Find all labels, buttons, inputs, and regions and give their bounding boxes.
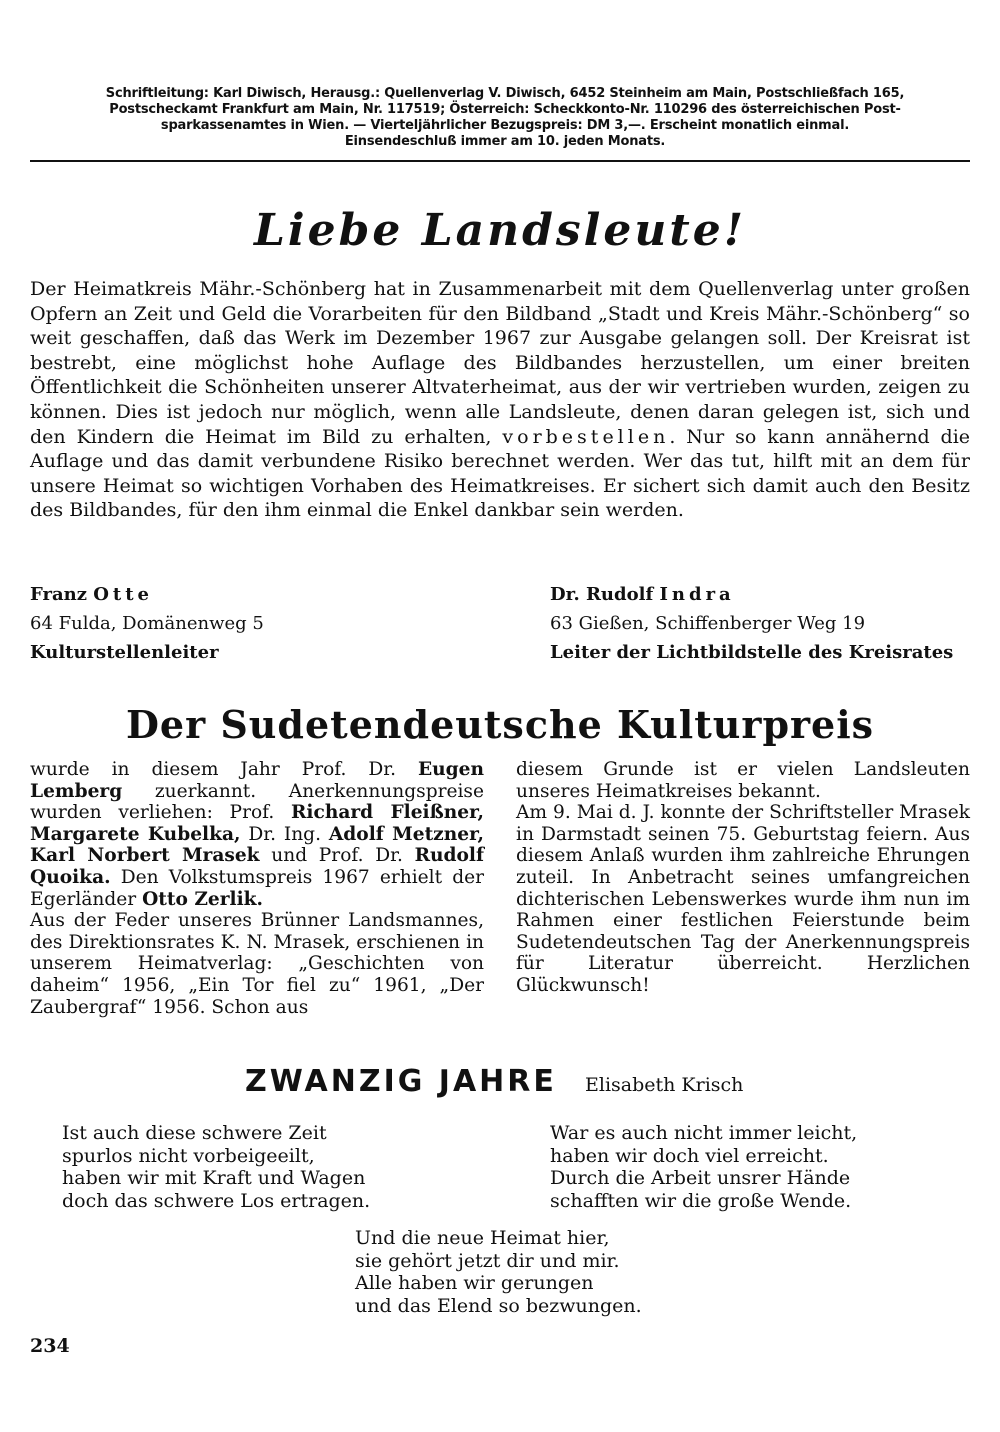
signer-role: Kulturstellenleiter: [30, 642, 219, 663]
signer-last-name: Otte: [93, 584, 153, 605]
signer-name: [550, 580, 953, 609]
masthead-imprint: [40, 86, 970, 150]
poem-title: ZWANZIG JAHRE: [245, 1064, 557, 1099]
poem-line: schafften wir die große Wende.: [550, 1189, 852, 1212]
poem-line: Ist auch diese schwere Zeit: [62, 1122, 327, 1144]
poem-line: spurlos nicht vorbeigeeilt,: [62, 1144, 315, 1167]
header-divider: [30, 160, 970, 162]
letter-text: . Nur so kann annähernd die Auflage und das damit verbundene Risiko berechnet werden. Wer das tut, hilft mit an dem für unsere Heimat so wichtigen Vorhaben des Heimatkreises. Er sichert sich damit auch den Besitz des Bildbandes, für den ihm einmal die Enkel dankbar sein werden.: [30, 425, 971, 522]
poem-stanza-1: [62, 1122, 370, 1212]
text-run: Dr. Ing.: [248, 823, 322, 845]
article-column-left: [30, 759, 484, 1018]
laureate-name: Eugen Lemberg: [30, 759, 484, 802]
article-column-right: [516, 759, 970, 997]
greeting-heading: Liebe Landsleute!: [253, 205, 747, 256]
text-run: Den Volkstumspreis 1967 erhielt der Egerländer: [30, 866, 484, 910]
poem-line: War es auch nicht immer leicht,: [550, 1122, 858, 1144]
signer-first-name: Franz: [30, 584, 87, 605]
poem-line: Alle haben wir gerungen: [355, 1272, 594, 1294]
signer-address: 64 Fulda, Domänenweg 5: [30, 613, 264, 634]
poem-line: doch das schwere Los ertragen.: [62, 1189, 371, 1212]
signer-role: Leiter der Lichtbildstelle des Kreisrates: [550, 642, 954, 663]
poem-stanza-2: [550, 1122, 857, 1212]
article-paragraph: [30, 759, 484, 910]
letter-emphasis: vorbestellen: [502, 425, 670, 448]
signer-name: [30, 580, 264, 609]
poem-line: sie gehört jetzt dir und mir.: [355, 1249, 620, 1272]
signature-right: [550, 580, 953, 667]
letter-text: Der Heimatkreis Mähr.-Schönberg hat in Zusammenarbeit mit dem Quellenverlag unter großen Opfern an Zeit und Geld die Vorarbeiten für den Bildband „Stadt und Kreis Mähr.-Schönberg“ so weit geschaffen, daß das Werk im Dezember 1967 zur Ausgabe gelangen soll. Der Kreisrat ist bestrebt, eine möglichst hohe Auflage des Bildbandes herzustellen, um einer breiten Öffentlichkeit die Schönheiten unserer Altvaterheimat, aus der wir vertrieben wurden, zeigen zu können. Dies ist jedoch nur möglich, wenn alle Landsleute, denen daran gelegen ist, sich und den Kindern die Heimat im Bild zu erhalten,: [30, 278, 970, 448]
poem-line: Durch die Arbeit unsrer Hände: [550, 1167, 851, 1189]
imprint-line: Postscheckamt Frankfurt am Main, Nr. 117519; Österreich: Scheckkonto-Nr. 110296 des österreichischen Post-: [109, 102, 901, 117]
article-paragraph: diesem Grunde ist er vielen Landsleuten unseres Heimatkreises bekannt.: [516, 759, 970, 802]
laureate-name: Rudolf Quoika.: [30, 845, 484, 888]
text-run: und Prof. Dr.: [271, 845, 403, 867]
page-number: 234: [30, 1335, 70, 1357]
laureate-name: Otto Zerlik.: [142, 888, 264, 910]
laureate-name: Richard Fleißner, Margarete Kubelka,: [30, 802, 484, 845]
text-run: zuerkannt. Anerkennungspreise wurden verliehen: Prof.: [30, 780, 484, 824]
poem-line: und das Elend so bezwungen.: [355, 1294, 642, 1317]
poem-line: haben wir mit Kraft und Wagen: [62, 1167, 366, 1189]
poem-stanza-3: [355, 1227, 642, 1317]
imprint-line: sparkassenamtes in Wien. — Vierteljährlicher Bezugspreis: DM 3,—. Erscheint monatlich einmal.: [160, 118, 850, 133]
article-paragraph: Aus der Feder unseres Brünner Landsmannes, des Direktionsrates K. N. Mrasek, erschienen in unserem Heimatverlag: „Geschichten von daheim“ 1956, „Ein Tor fiel zu“ 1961, „Der Zaubergraf“ 1956. Schon aus: [30, 910, 484, 1018]
laureate-name: Adolf Metzner, Karl Norbert Mrasek: [30, 823, 484, 867]
imprint-line: Schriftleitung: Karl Diwisch, Herausg.: Quellenverlag V. Diwisch, 6452 Steinheim am Main, Postschließfach 165,: [105, 86, 905, 101]
poem-author: Elisabeth Krisch: [585, 1074, 744, 1096]
signer-address: 63 Gießen, Schiffenberger Weg 19: [550, 613, 866, 634]
text-run: wurde in diesem Jahr Prof. Dr.: [30, 759, 397, 780]
article-paragraph: Am 9. Mai d. J. konnte der Schriftsteller Mrasek in Darmstadt seinen 75. Geburtstag feiern. Aus diesem Anlaß wurden ihm zahlreiche Ehrungen zuteil. In Anbetracht seines umfangreichen dichterischen Lebenswerkes wurde ihm nun im Rahmen einer festlichen Feierstunde beim Sudetendeutschen Tag der Anerkennungspreis für Literatur überreicht. Herzlichen Glückwunsch!: [516, 802, 970, 996]
poem-line: haben wir doch viel erreicht.: [550, 1144, 829, 1167]
signer-last-name: Indra: [659, 584, 735, 605]
signature-left: [30, 580, 264, 667]
letter-body: [30, 277, 970, 523]
poem-line: Und die neue Heimat hier,: [355, 1227, 610, 1249]
imprint-line: Einsendeschluß immer am 10. jeden Monats.: [344, 134, 666, 149]
section-title-kulturpreis: Der Sudetendeutsche Kulturpreis: [125, 702, 875, 747]
signer-first-name: Dr. Rudolf: [550, 584, 654, 605]
